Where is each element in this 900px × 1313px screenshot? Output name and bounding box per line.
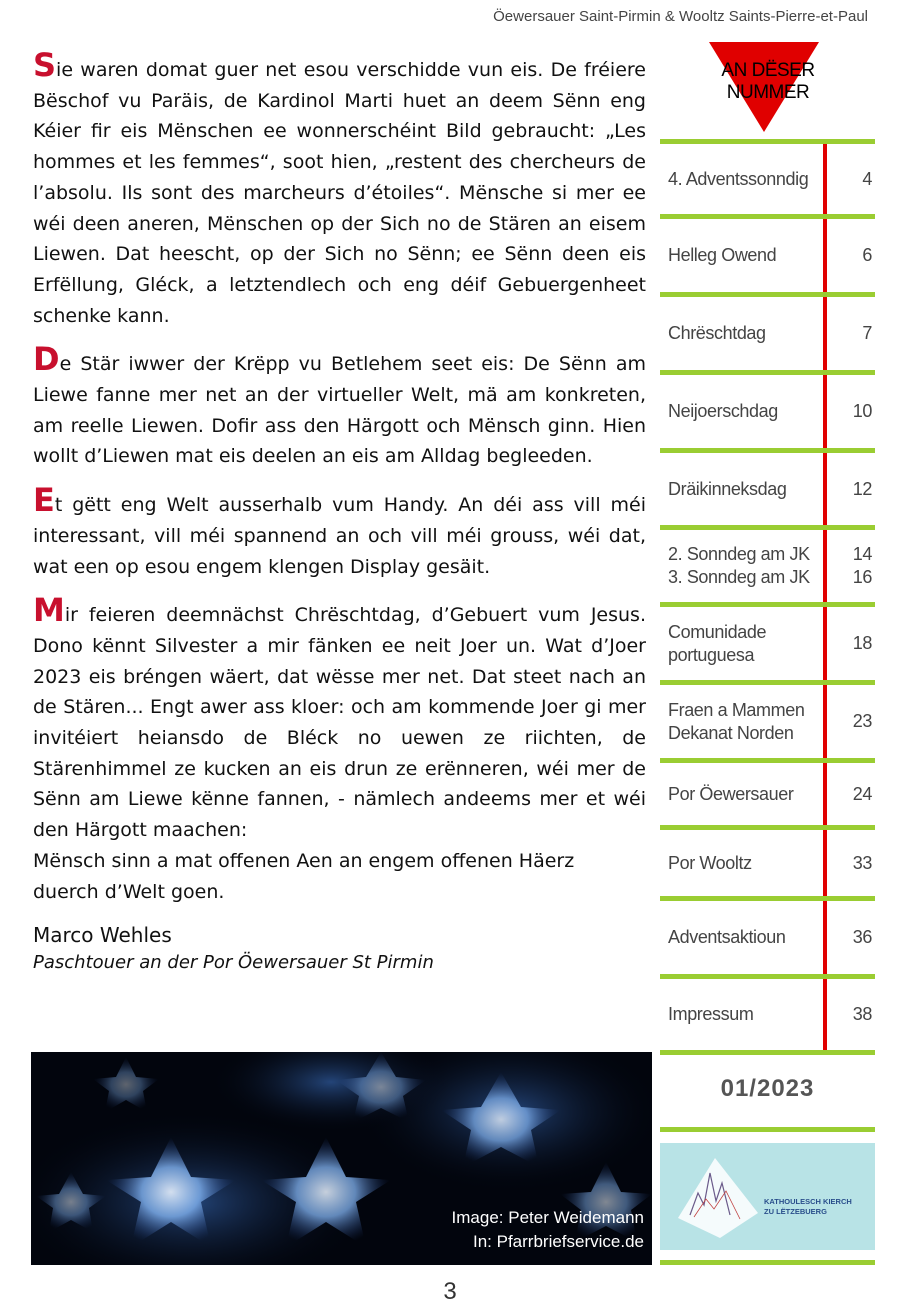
drop-cap: D [33,340,60,379]
toc-item-title: Dräikinneksdag [668,478,787,499]
toc-item-title: Por Öewersauer [668,783,794,804]
stars-photo [31,1052,652,1265]
paragraph-4 [33,591,646,846]
divider [660,1260,875,1265]
toc-item-title: Impressum [668,1004,754,1024]
page-number: 3 [443,1278,457,1305]
toc-heading-line2: NUMMER [726,82,810,103]
divider [660,1127,875,1132]
toc-item [660,979,875,1050]
page-header: Öewersauer Saint-Pirmin & Wooltz Saints-Pierre-et-Paul [493,8,868,25]
issue-number: 01/2023 [720,1075,815,1102]
image-credit-source: In: Pfarrbriefservice.de [472,1232,644,1251]
church-logo-text [764,1197,852,1217]
toc-item-page: 23 [852,711,872,731]
toc-item-title: Fraen a Mammen Dekanat Norden [668,699,805,743]
toc-item-page: 36 [852,927,872,947]
paragraph-1 [33,46,646,331]
toc-item-title: Helleg Owend [668,245,777,265]
toc-item-title: Por Wooltz [668,852,752,873]
toc-item [660,830,875,896]
closing-line-1: Mënsch sinn a mat offenen Aen an engem offenen Häerz [33,849,575,872]
toc-item-title: 2. Sonndeg am JK 3. Sonndeg am JK [668,544,810,587]
author-name: Marco Wehles [33,923,172,948]
paragraph-text: e Stär iwwer der Krëpp vu Betlehem seet eis: De Sënn am Liewe fanne mer net an der virtueller Welt, mä am konkreten, am reelle Liewen. Dofir ass den Härgott och Mënsch ginn. Hien wollt d’Liewen mat eis deelen an eis am Alldag begleeden. [33,353,646,468]
closing-line-2: duerch d’Welt goen. [33,880,225,903]
toc-item-title: Neijoerschdag [668,401,778,421]
toc-item-page: 10 [852,401,872,421]
drop-cap: M [33,591,65,630]
article [33,46,646,977]
paragraph-text: ie waren domat guer net esou verschidde vun eis. De fréiere Bëschof vu Paräis, de Kardinol Marti huet an deem Sënn eng Kéier fir eis Mënschen ee wonnerschéint Bild gebraucht: „Les hommes et les femmes“, soot hien, „restent des chercheurs de l’absolu. Ils sont des marcheurs d’étoiles“. Mënsche si mer ee wéi deen aneren, Mënschen op der Sich no de Stären an eisem Liewen. Dat heescht, op der Sich no Sënn; ee Sënn deen eis Erfëllung, Gléck, a letztendlech och eng déif Gebuergenheet schenke kann. [33,59,646,327]
toc-item-page: 4 [862,168,872,189]
toc-item [660,375,875,448]
toc-item-title: Comunidade portuguesa [668,621,767,665]
paragraph-text: ir feieren deemnächst Chrëschtdag, d’Gebuert vum Jesus. Dono kënnt Silvester a mir fänken ee neit Joer un. Wat d’Joer 2023 eis bréngen wäert, dat wësse mer net. Dat steet nach an de Stären... Engt awer ass kloer: och am kommende Joer gi mer invitéiert heiansdo de Bléck no uewen ze riichten, de Stärenhimmel ze kucken an eis drun ze erënneren, wéi mer de Sënn am Liewe kënne fannen, - nämlech andeems mer et wéi den Härgott maachen: [33,604,646,842]
toc-item-page: 7 [862,323,872,343]
paragraph-2 [33,340,646,472]
toc-item [660,901,875,974]
logo-text-line2: ZU LËTZEBUERG [764,1207,827,1216]
author-role: Paschtouer an der Por Öewersauer St Pirmin [33,952,434,974]
toc-item-title: 4. Adventssonndig [668,168,809,189]
toc-heading-line1: AN DËSER [721,60,815,81]
toc-item [660,219,875,292]
toc-item-page: 14 16 [852,544,872,587]
toc-item [660,607,875,680]
church-logo-mark-icon [660,1143,770,1250]
toc-item-page: 33 [852,852,872,873]
toc-item [660,297,875,370]
toc-item [660,453,875,525]
paragraph-3 [33,481,646,582]
toc-item-page: 12 [852,478,872,499]
paragraph-text: t gëtt eng Welt ausserhalb vum Handy. An déi ass vill méi interessant, vill méi spannend an och vill méi grouss, wéi dat, wat een op esou engem klengen Display gesäit. [33,494,646,578]
toc-item-page: 24 [852,783,872,804]
toc-item [660,685,875,758]
drop-cap: S [33,46,57,84]
table-of-contents [660,139,875,1053]
toc-item-page: 38 [852,1004,872,1024]
toc-item [660,530,875,602]
toc-item [660,144,875,214]
image-credit-author: Image: Peter Weidemann [451,1208,644,1227]
toc-green-divider [660,1050,875,1055]
toc-item-title: Adventsaktioun [668,927,786,947]
toc-item-page: 6 [862,245,872,265]
logo-text-line1: KATHOULESCH KIERCH [764,1197,852,1206]
toc-item [660,763,875,825]
toc-heading [700,60,836,104]
drop-cap: E [33,481,55,520]
toc-item-page: 18 [852,633,872,653]
church-logo [660,1143,875,1250]
toc-item-title: Chrëschtdag [668,323,766,343]
